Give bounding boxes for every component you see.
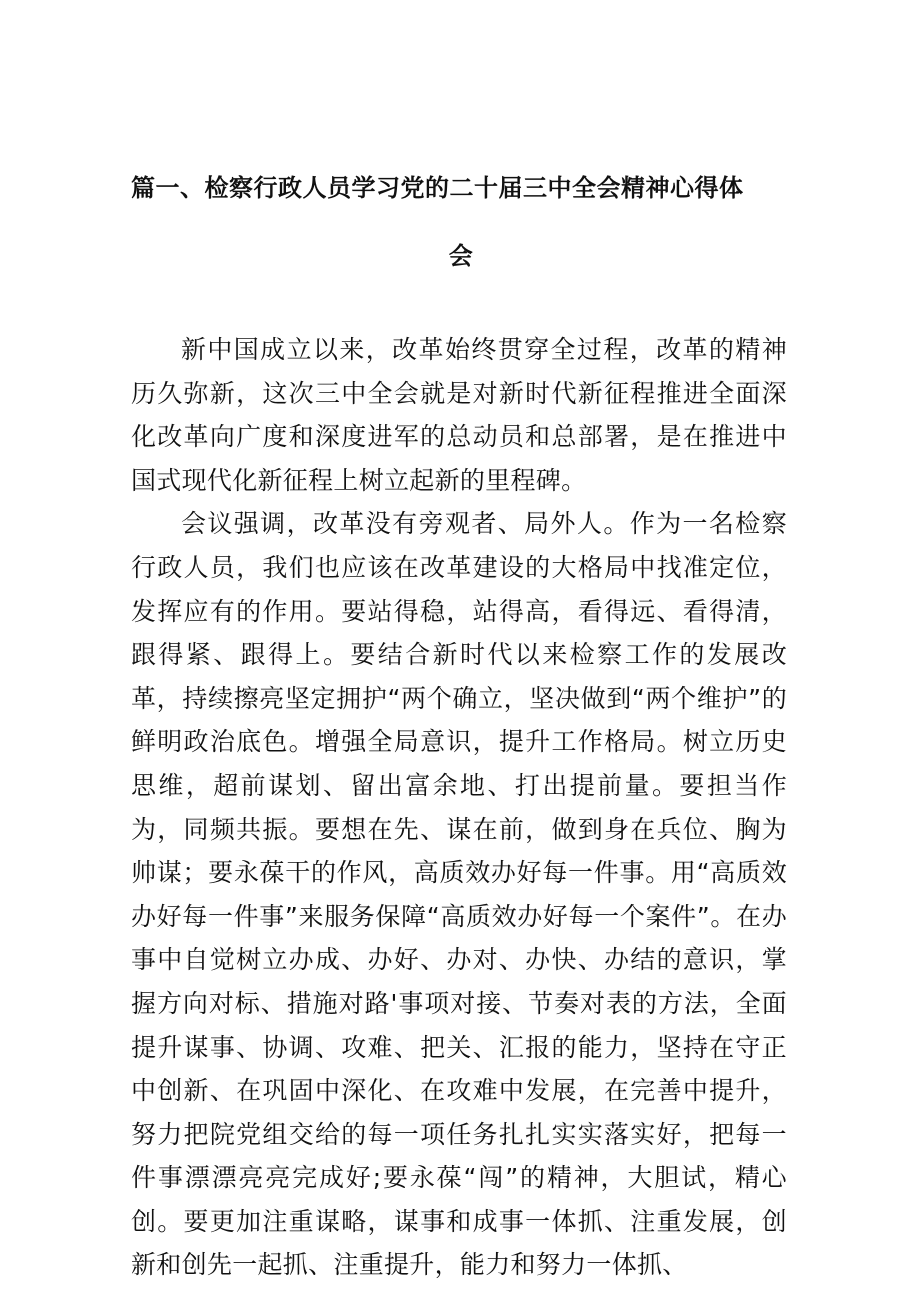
document-body xyxy=(131,328,787,1287)
paragraph-2: 会议强调，改革没有旁观者、局外人。作为一名检察行政人员，我们也应该在改革建设的大格局中找准定位，发挥应有的作用。要站得稳，站得高，看得远、看得清，跟得紧、跟得上。要结合新时代以来检察工作的发展改革，持续擦亮坚定拥护“两个确立，坚决做到“两个维护”的鲜明政治底色。增强全局意识，提升工作格局。树立历史思维，超前谋划、留出富余地、打出提前量。要担当作为，同频共振。要想在先、谋在前，做到身在兵位、胸为帅谋；要永葆干的作风，高质效办好每一件事。用“高质效办好每一件事”来服务保障“高质效办好每一个案件”。在办事中自觉树立办成、办好、办对、办快、办结的意识，掌握方向对标、措施对路'事项对接、节奏对表的方法，全面提升谋事、协调、攻难、把关、汇报的能力，坚持在守正中创新、在巩固中深化、在攻难中发展，在完善中提升，努力把院党组交给的每一项任务扎扎实实落实好，把每一件事漂漂亮亮完成好;要永葆“闯”的精神，大胆试，精心创。要更加注重谋略，谋事和成事一体抓、注重发展，创新和创先一起抓、注重提升，能力和努力一体抓、 xyxy=(131,509,787,1280)
document-title xyxy=(131,166,791,278)
title-line-1: 篇一、检察行政人员学习党的二十届三中全会精神心得体 xyxy=(131,174,744,202)
paragraph-1: 新中国成立以来，改革始终贯穿全过程，改革的精神历久弥新，这次三中全会就是对新时代新征程推进全面深化改革向广度和深度进军的总动员和总部署，是在推进中国式现代化新征程上树立起新的里程碑。 xyxy=(131,335,787,495)
title-line-2: 会 xyxy=(448,242,474,270)
